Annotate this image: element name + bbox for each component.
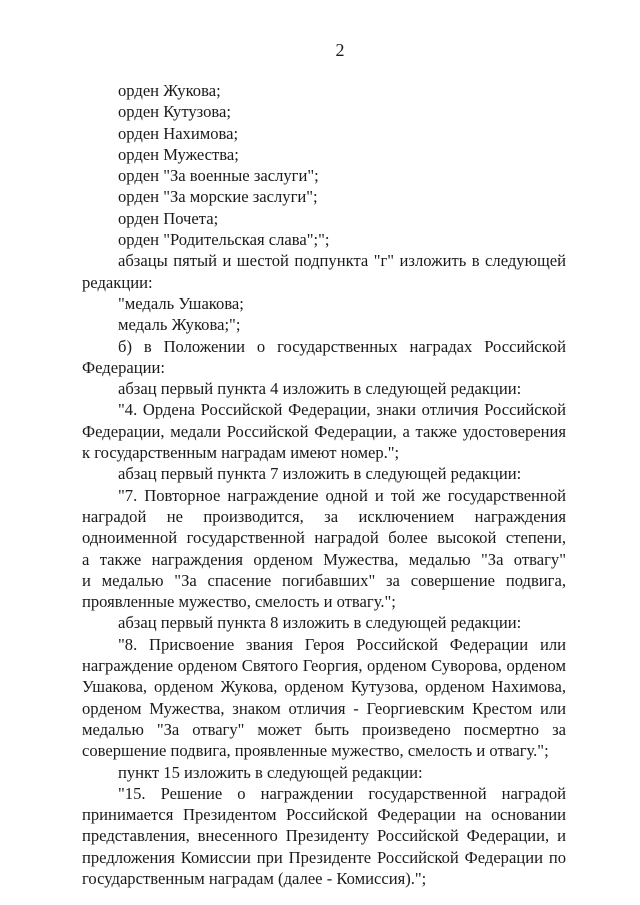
text-line: орден Нахимова; xyxy=(118,123,239,143)
text-line: предложения Комиссии при Президенте Российской Федерации по xyxy=(82,847,566,867)
text-line: орден Кутузова; xyxy=(118,102,232,122)
text-line: "медаль Ушакова; xyxy=(118,293,244,313)
text-line: совершение подвига, проявленные мужество, смелость и отвагу."; xyxy=(82,741,549,761)
text-line: одноименной государственной наградой более высокой степени, xyxy=(82,528,566,548)
text-line: медалью "За отвагу" может быть произведено посмертно за xyxy=(82,719,566,739)
text-line: к государственным наградам имеют номер."; xyxy=(82,443,400,463)
text-line: орден Жукова; xyxy=(118,81,221,100)
text-line: абзац первый пункта 8 изложить в следующей редакции: xyxy=(118,613,522,633)
text-line: "15. Решение о награждении государственной наградой xyxy=(118,783,566,803)
text-line: Федерации, медали Российской Федерации, а также удостоверения xyxy=(82,421,566,441)
text-line: абзацы пятый и шестой подпункта "г" изложить в следующей xyxy=(118,251,566,271)
text-line: орден Мужества; xyxy=(118,144,239,164)
text-line: наградой не производится, за исключением награждения xyxy=(82,506,566,526)
text-line: награждение орденом Святого Георгия, орденом Суворова, орденом xyxy=(82,656,566,676)
text-line: орден "За военные заслуги"; xyxy=(118,166,319,186)
document-body xyxy=(82,80,566,889)
text-line: редакции: xyxy=(82,272,153,292)
text-line: "7. Повторное награждение одной и той же государственной xyxy=(118,485,566,505)
text-line: представления, внесенного Президенту Российской Федерации, и xyxy=(82,826,566,846)
text-line: орденом Мужества, знаком отличия - Георгиевским Крестом или xyxy=(82,698,566,718)
text-line: и медалью "За спасение погибавших" за совершение подвига, xyxy=(82,570,566,590)
text-line: Ушакова, орденом Жукова, орденом Кутузова, орденом Нахимова, xyxy=(82,677,566,697)
text-line: а также награждения орденом Мужества, медалью "За отвагу" xyxy=(82,549,566,569)
text-line: "4. Ордена Российской Федерации, знаки отличия Российской xyxy=(118,400,566,420)
text-line: орден Почета; xyxy=(118,208,219,228)
page-number: 2 xyxy=(335,40,345,60)
text-line: орден "Родительская слава";"; xyxy=(118,230,330,250)
text-line: Федерации: xyxy=(82,357,165,377)
text-line: проявленные мужество, смелость и отвагу."; xyxy=(82,592,396,612)
text-line: абзац первый пункта 4 изложить в следующей редакции: xyxy=(118,379,522,399)
text-line: абзац первый пункта 7 изложить в следующей редакции: xyxy=(118,464,522,484)
text-line: "8. Присвоение звания Героя Российской Федерации или xyxy=(118,634,566,654)
text-line: б) в Положении о государственных наградах Российской xyxy=(118,336,566,356)
text-line: пункт 15 изложить в следующей редакции: xyxy=(118,762,423,782)
text-line: государственным наградам (далее - Комиссия)."; xyxy=(82,868,427,888)
text-line: медаль Жукова;"; xyxy=(118,315,241,335)
text-line: орден "За морские заслуги"; xyxy=(118,187,318,207)
text-line: принимается Президентом Российской Федерации на основании xyxy=(82,805,566,825)
